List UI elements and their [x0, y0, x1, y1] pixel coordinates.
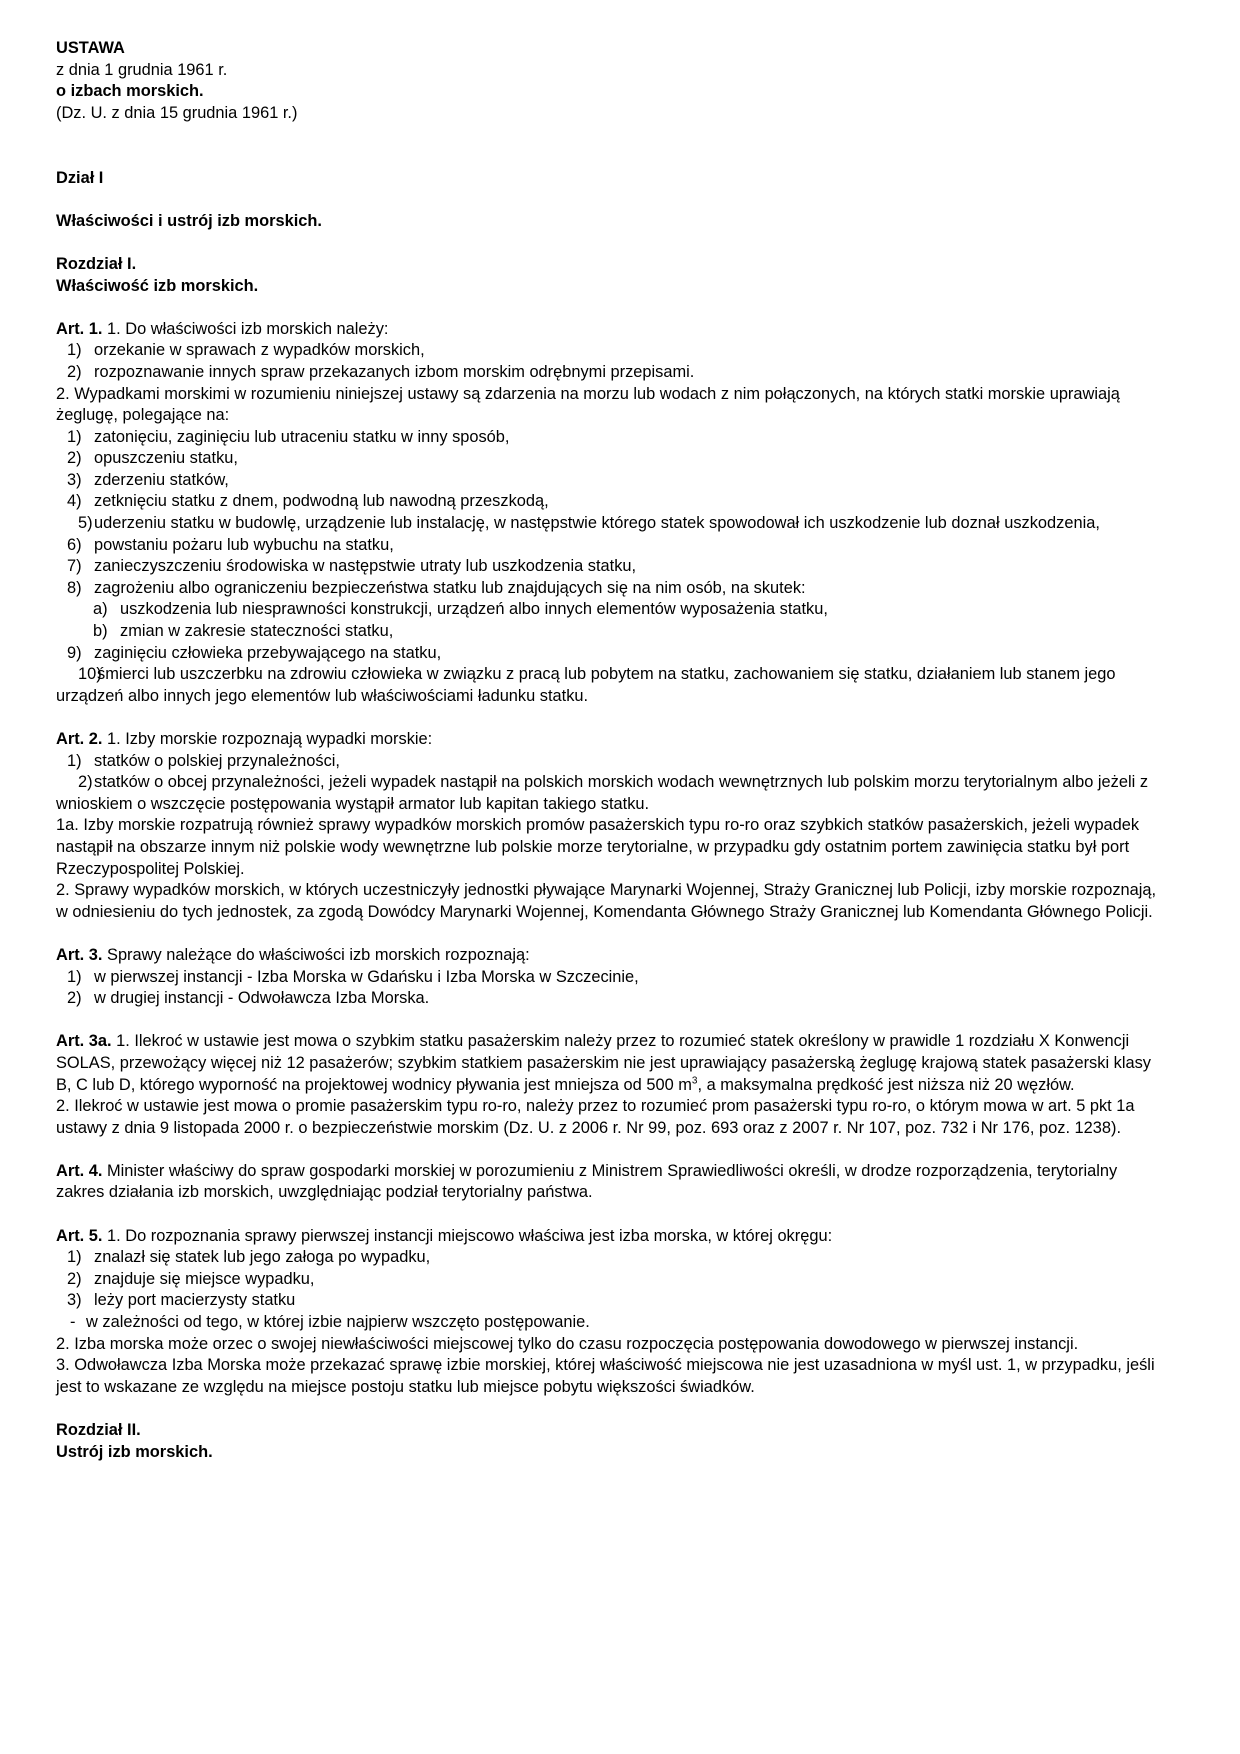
article-2 [56, 729, 1170, 923]
article-5 [56, 1226, 1170, 1399]
art-3a-para-1-end: , a maksymalna prędkość jest niższa niż 20 węzłów. [697, 1075, 1075, 1094]
act-source: (Dz. U. z dnia 15 grudnia 1961 r.) [56, 103, 298, 122]
list-item: 2)statków o obcej przynależności, jeżeli wypadek nastąpił na polskich morskich wodach wewnętrznych lub polskim morzu terytorialnym albo jeżeli z wnioskiem o wszczęcie postępowania wystąpił armator lub kapitan takiego statku. [56, 773, 1149, 813]
chapter-1-label: Rozdział I. [56, 254, 137, 273]
art-3-label: Art. 3. [56, 945, 103, 964]
art-5-label: Art. 5. [56, 1226, 103, 1245]
list-item: 2) w drugiej instancji - Odwoławcza Izba Morska. [67, 989, 430, 1008]
list-item: 2) opuszczeniu statku, [67, 449, 238, 468]
art-3a-para-2: 2. Ilekroć w ustawie jest mowa o promie pasażerskim typu ro-ro, należy przez to rozumieć prom pasażerski typu ro-ro, o którym mowa w art. 5 pkt 1a ustawy z dnia 9 listopada 2000 r. o bezpieczeństwie morskim (Dz. U. z 2006 r. Nr 99, poz. 693 oraz z 2007 r. Nr 107, poz. 732 i Nr 176, poz. 1238). [56, 1097, 1135, 1137]
list-item: 1) statków o polskiej przynależności, [67, 751, 340, 770]
chapter-1-title: Właściwość izb morskich. [56, 276, 259, 295]
art-2-intro: 1. Izby morskie rozpoznają wypadki morskie: [102, 730, 433, 748]
art-5-para-3: 3. Odwoławcza Izba Morska może przekazać sprawę izbie morskiej, której właściwość miejscowa nie jest uzasadniona w myśl ust. 1, w przypadku, jeśli jest to wskazane ze względu na miejsce postoju statku lub miejsce pobytu większości świadków. [56, 1356, 1155, 1396]
art-2-para-2: 2. Sprawy wypadków morskich, w których uczestniczyły jednostki pływające Marynarki Wojennej, Straży Granicznej lub Policji, izby morskie rozpoznają, w odniesieniu do tych jednostek, za zgodą Dowódcy Marynarki Wojennej, Komendanta Głównego Straży Granicznej lub Komendanta Głównego Policji. [56, 881, 1157, 921]
list-item: 2) znajduje się miejsce wypadku, [67, 1269, 315, 1288]
art-3a-label: Art. 3a. [56, 1032, 112, 1051]
art-5-para-2: 2. Izba morska może orzec o swojej niewłaściwości miejscowej tylko do czasu rozpoczęcia postępowania dowodowego w pierwszej instancji. [56, 1334, 1079, 1353]
art-3-intro: Sprawy należące do właściwości izb morskich rozpoznają: [102, 945, 530, 964]
act-date: z dnia 1 grudnia 1961 r. [56, 60, 228, 79]
list-item: 5)uderzeniu statku w budowlę, urządzenie lub instalację, w następstwie którego statek spowodował ich uszkodzenie lub doznał uszkodzenia, [78, 514, 1100, 533]
chapter-2-label: Rozdział II. [56, 1421, 141, 1439]
list-item: 1) zatonięciu, zaginięciu lub utraceniu statku w inny sposób, [67, 427, 510, 446]
act-subject: o izbach morskich. [56, 82, 204, 101]
division-label: Dział I [56, 168, 104, 187]
art-2-para-1a: 1a. Izby morskie rozpatrują również sprawy wypadków morskich promów pasażerskich typu ro-ro oraz szybkich statków pasażerskich, jeżeli wypadek nastąpił na obszarze innym niż polskie wody wewnętrzne lub polskie morze terytorialne, w przypadku gdy ostatnim portem zawinięcia statku był port Rzeczypospolitej Polskiej. [56, 816, 1140, 878]
list-item: 9) zaginięciu człowieka przebywającego na statku, [67, 643, 442, 662]
art-3a-para-1: 1. Ilekroć w ustawie jest mowa o szybkim statku pasażerskim należy przez to rozumieć statek określony w prawidle 1 rozdziału X Konwencji SOLAS, przewożący więcej niż 12 pasażerów; szybkim statkiem pasażerskim nie jest uprawiający pasażerską żeglugę krajową statek pasażerski klasy B, C lub D, którego wyporność na projektowej wodnicy pływania jest mniejsza od 500 m [56, 1032, 1151, 1094]
article-1 [56, 319, 1170, 708]
superscript: 3 [691, 1075, 698, 1087]
division-title: Właściwości i ustrój izb morskich. [56, 211, 322, 230]
list-item: 4) zetknięciu statku z dnem, podwodną lub nawodną przeszkodą, [67, 492, 549, 511]
chapter-2-title: Ustrój izb morskich. [56, 1442, 213, 1461]
list-item: 3) leży port macierzysty statku [67, 1291, 296, 1310]
list-item: - w zależności od tego, w której izbie najpierw wszczęto postępowanie. [70, 1313, 590, 1332]
art-5-intro: 1. Do rozpoznania sprawy pierwszej instancji miejscowo właściwa jest izba morska, w której okręgu: [102, 1226, 833, 1245]
act-title: USTAWA [56, 39, 125, 57]
list-item: 10)śmierci lub uszczerbku na zdrowiu człowieka w związku z pracą lub pobytem na statku, zachowaniem się statku, działaniem lub stanem jego urządzeń albo innych jego elementów lub właściwościami ładunku statku. [56, 665, 1116, 705]
art-1-para-2: 2. Wypadkami morskimi w rozumieniu niniejszej ustawy są zdarzenia na morzu lub wodach z nim połączonych, na których statki morskie uprawiają żeglugę, polegające na: [56, 384, 1120, 425]
list-item: 2) rozpoznawanie innych spraw przekazanych izbom morskim odrębnymi przepisami. [67, 362, 695, 381]
art-4-label: Art. 4. [56, 1161, 103, 1180]
list-item: 7) zanieczyszczeniu środowiska w następstwie utraty lub uszkodzenia statku, [67, 557, 637, 576]
list-item: 3) zderzeniu statków, [67, 470, 229, 489]
art-4-text: Minister właściwy do spraw gospodarki morskiej w porozumieniu z Ministrem Sprawiedliwości określi, w drodze rozporządzenia, terytorialny zakres działania izb morskich, uwzględniając podział terytorialny państwa. [56, 1161, 1118, 1202]
article-3a [56, 1031, 1170, 1139]
list-item: 1) znalazł się statek lub jego załoga po wypadku, [67, 1248, 431, 1267]
art-1-label: Art. 1. [56, 319, 103, 338]
list-item: 1) orzekanie w sprawach z wypadków morskich, [67, 341, 425, 360]
article-4 [56, 1161, 1170, 1204]
article-3 [56, 945, 1170, 1010]
art-1-intro: 1. Do właściwości izb morskich należy: [102, 319, 389, 338]
list-item: 8) zagrożeniu albo ograniczeniu bezpieczeństwa statku lub znajdujących się na nim osób, na skutek: [67, 578, 806, 597]
list-item: a) uszkodzenia lub niesprawności konstrukcji, urządzeń albo innych elementów wyposażenia statku, [93, 600, 828, 619]
art-2-label: Art. 2. [56, 730, 103, 748]
list-item: 6) powstaniu pożaru lub wybuchu na statku, [67, 535, 394, 554]
list-item: 1) w pierwszej instancji - Izba Morska w Gdańsku i Izba Morska w Szczecinie, [67, 967, 639, 986]
list-item: b) zmian w zakresie stateczności statku, [93, 622, 394, 641]
